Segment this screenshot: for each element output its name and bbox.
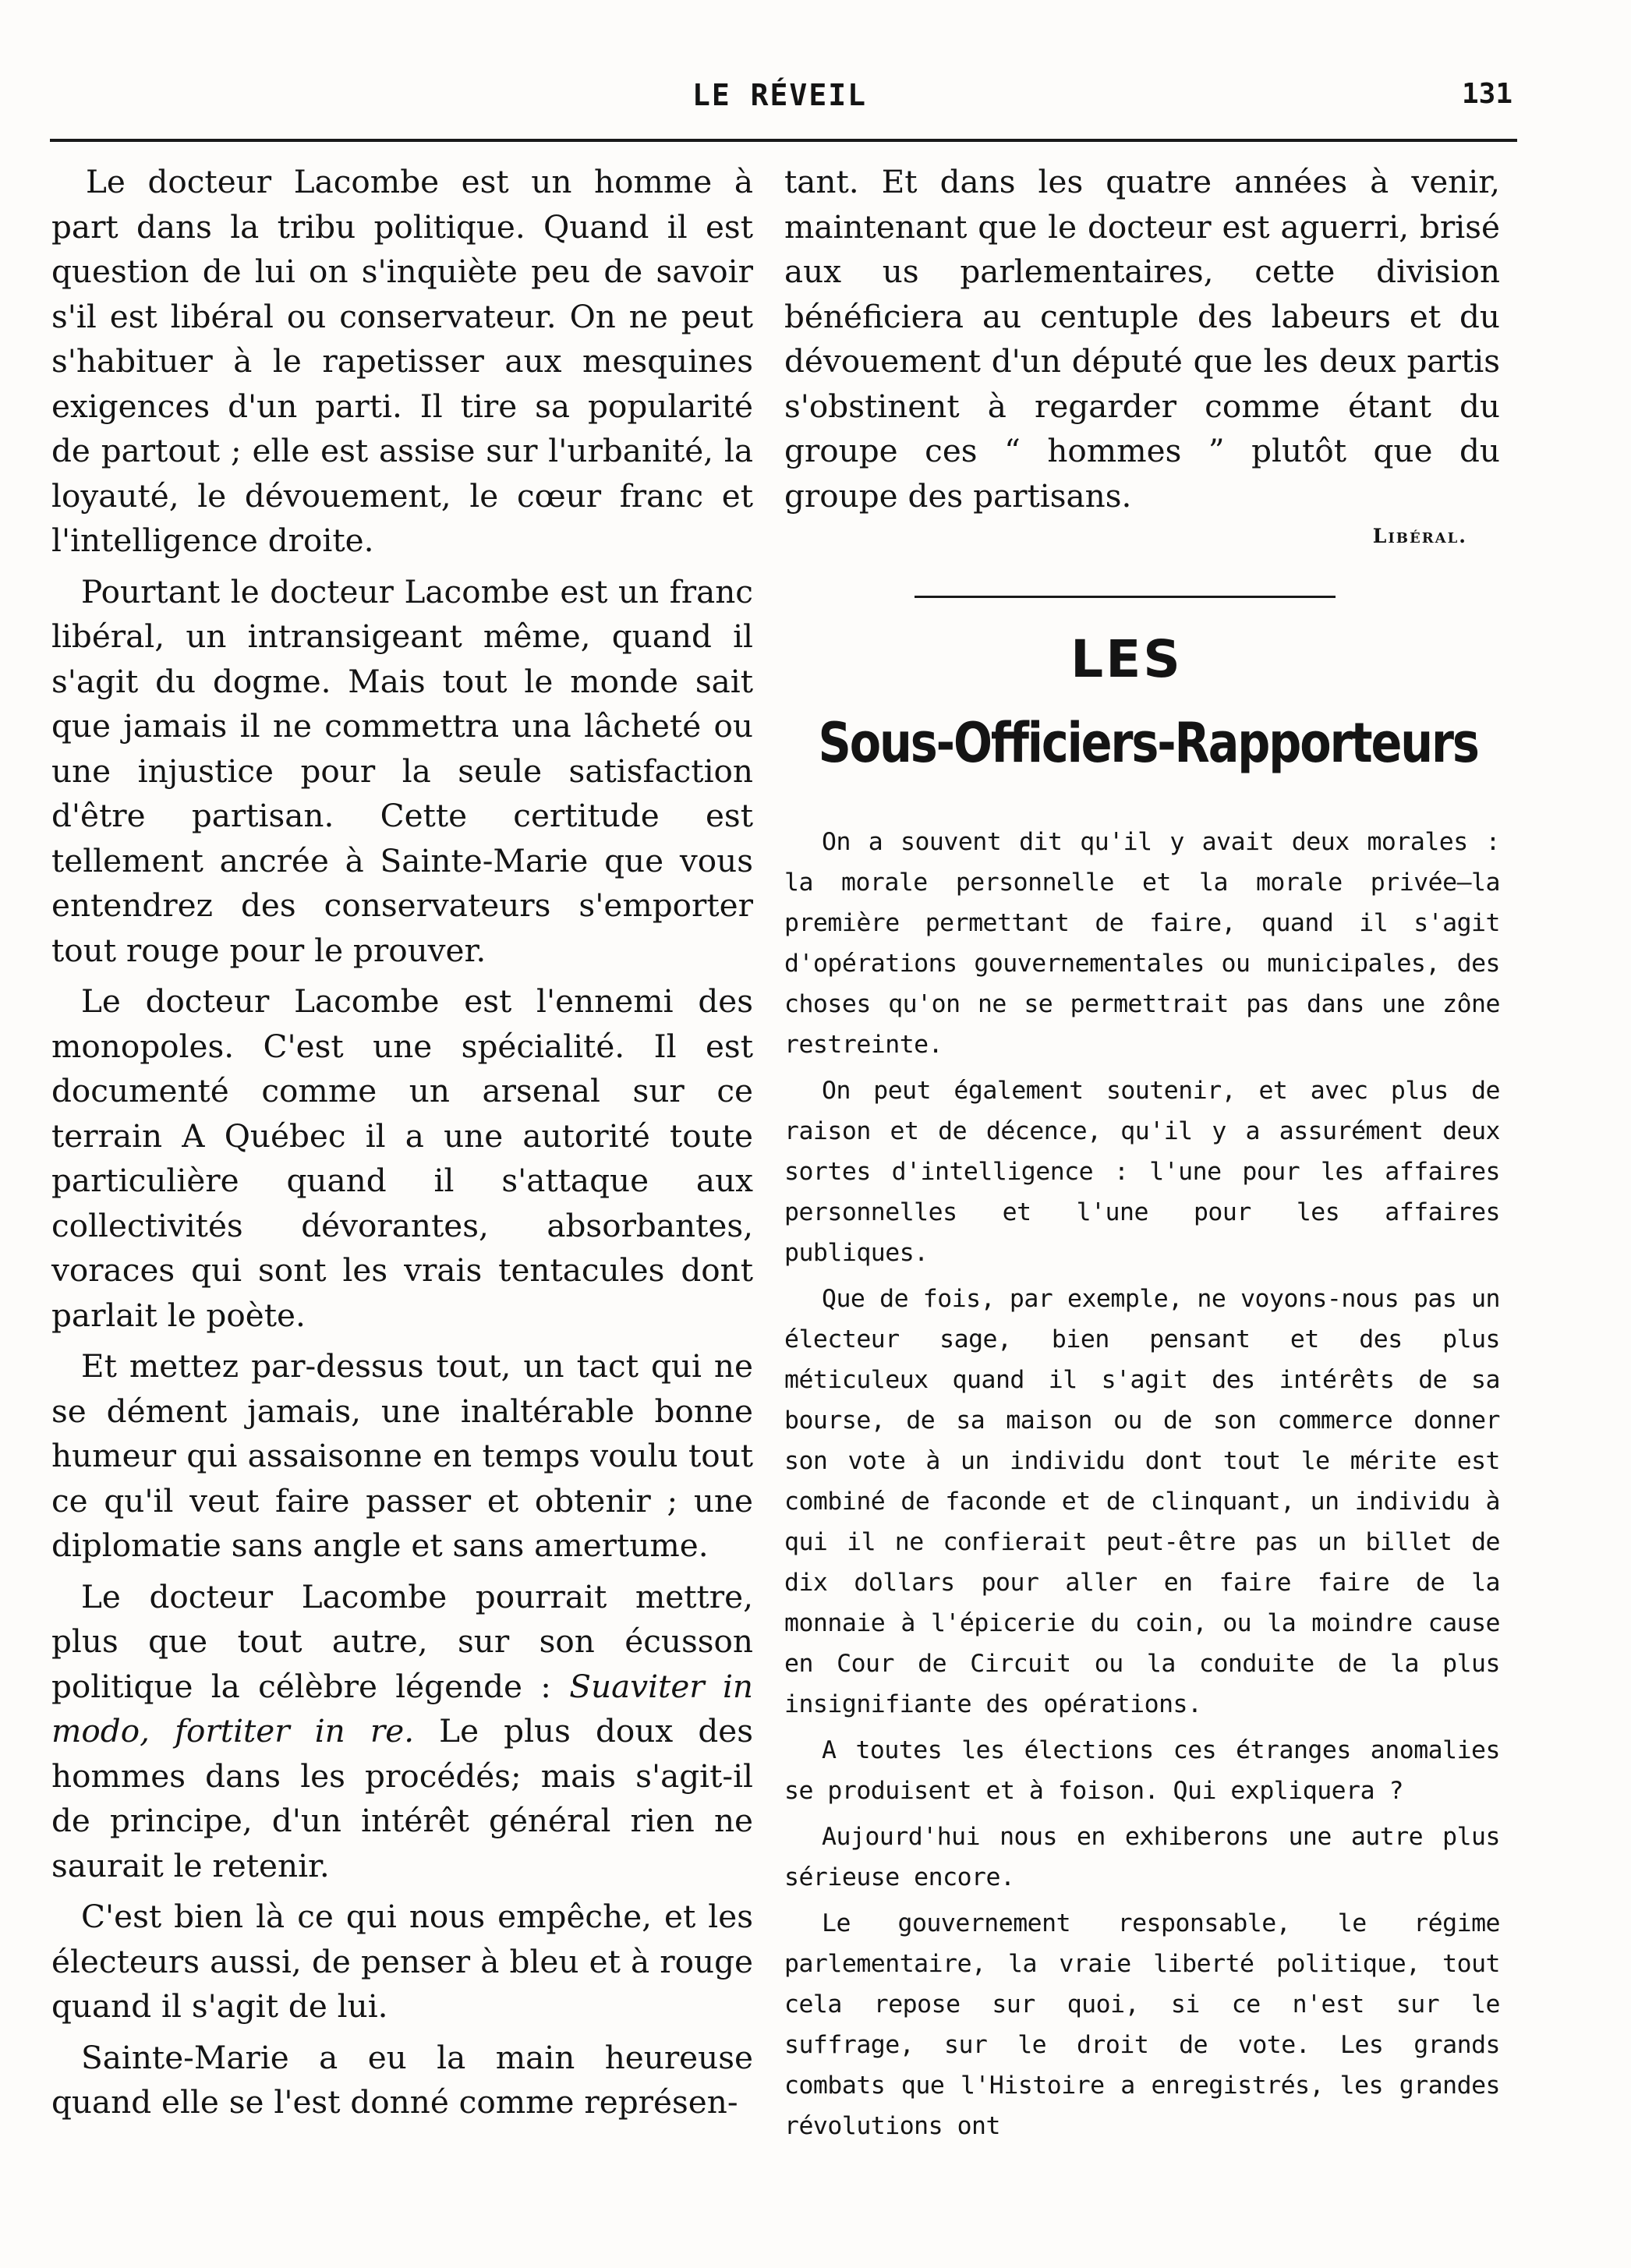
paragraph: Pourtant le docteur Lacombe est un franc libéral, un intransigeant même, quand il s'agit du dogme. Mais tout le monde sait que jamais il ne commettra una lâcheté ou une injustice pour la seule satisfaction d'être partisan. Cette certitude est tellement ancrée à Sainte-Marie que vous entendrez des conservateurs s'emporter tout rouge pour le prouver. bbox=[51, 572, 753, 969]
paragraph: Le docteur Lacombe est l'ennemi des monopoles. C'est une spécialité. Il est documenté comme un arsenal sur ce terrain A Québec il a une autorité toute particulière quand il s'attaque aux collectivités dévorantes, absorbantes, voraces qui sont les vrais tentacules dont parlait le poète. bbox=[51, 982, 753, 1334]
author-signature: Libéral. bbox=[1372, 525, 1467, 547]
right-column bbox=[784, 160, 1500, 2152]
paragraph: Le gouvernement responsable, le régime parlementaire, la vraie liberté politique, tout cela repose sur quoi, si ce n'est sur le suffrage, sur le droit de vote. Les grands combats que l'Histoire a enregistrés, les grandes révolutions ont bbox=[784, 1909, 1500, 2140]
paragraph: Sainte-Marie a eu la main heureuse quand elle se l'est donné comme représen- bbox=[51, 2038, 753, 2121]
page-header bbox=[47, 78, 1512, 125]
left-column bbox=[51, 160, 753, 2132]
paragraph: Le docteur Lacombe est un homme à part dans la tribu politique. Quand il est question de lui on s'inquiète peu de savoir s'il est libéral ou conservateur. On ne peut s'habituer à le rapetisser aux mesquines exigences d'un parti. Il tire sa popularité de partout ; elle est assise sur l'urbanité, la loyauté, le dévouement, le cœur franc et l'intelligence droite. bbox=[51, 163, 753, 559]
paragraph: Aujourd'hui nous en exhiberons une autre plus sérieuse encore. bbox=[784, 1823, 1500, 1891]
header-rule bbox=[50, 139, 1517, 142]
article-title: LES bbox=[1070, 629, 1183, 689]
paragraph: On peut également soutenir, et avec plus de raison et de décence, qu'il y a assurément deux sortes d'intelligence : l'une pour les affaires personnelles et l'une pour les affaires publiques. bbox=[784, 1077, 1500, 1267]
article-subtitle: Sous-Officiers-Rapporteurs bbox=[818, 711, 1478, 775]
continued-paragraph: tant. Et dans les quatre années à venir, maintenant que le docteur est aguerri, brisé aux us parlementaires, cette division bénéficiera au centuple des labeurs et du dévouement d'un député que les deux partis s'obstinent à regarder comme étant du groupe ces “ hommes ” plutôt que du groupe des partisans. bbox=[784, 163, 1500, 515]
paragraph: On a souvent dit qu'il y avait deux morales : la morale personnelle et la morale privée—la première permettant de faire, quand il s'agit d'opérations gouvernementales ou municipales, des choses qu'on ne se permettrait pas dans une zône restreinte. bbox=[784, 828, 1500, 1059]
paragraph: C'est bien là ce qui nous empêche, et les électeurs aussi, de penser à bleu et à rouge quand il s'agit de lui. bbox=[51, 1898, 753, 2025]
page-number: 131 bbox=[1461, 78, 1512, 110]
paragraph bbox=[51, 1575, 753, 1889]
section-rule bbox=[915, 596, 1336, 598]
article-body bbox=[784, 822, 1500, 2146]
paragraph: Que de fois, par exemple, ne voyons-nous pas un électeur sage, bien pensant et des plus méticuleux quand il s'agit des intérêts de sa bourse, de sa maison ou de son commerce donner son vote à un individu dont tout le mérite est combiné de faconde et de clinquant, un individu à qui il ne confierait peut-être pas un billet de dix dollars pour aller en faire faire de la monnaie à l'épicerie du coin, ou la moindre cause en Cour de Circuit ou la conduite de la plus insignifiante des opérations. bbox=[784, 1285, 1500, 1718]
running-title: LE RÉVEIL bbox=[692, 78, 867, 112]
paragraph: A toutes les élections ces étranges anomalies se produisent et à foison. Qui expliquera ? bbox=[784, 1736, 1500, 1805]
paragraph: Et mettez par-dessus tout, un tact qui ne se dément jamais, une inaltérable bonne humeur qui assaisonne en temps voulu tout ce qu'il veut faire passer et obtenir ; une diplomatie sans angle et sans amertume. bbox=[51, 1347, 753, 1564]
paragraph-text: Le plus doux des hommes dans les procédés; mais s'agit-il de principe, d'un intérêt général rien ne saurait le retenir. bbox=[51, 1712, 753, 1884]
latin-motto: Suaviter in modo, fortiter in re. bbox=[51, 1667, 753, 1750]
paragraph-text: Le docteur Lacombe pourrait mettre, plus que tout autre, sur son écusson politique la célèbre légende : bbox=[51, 1577, 753, 1705]
